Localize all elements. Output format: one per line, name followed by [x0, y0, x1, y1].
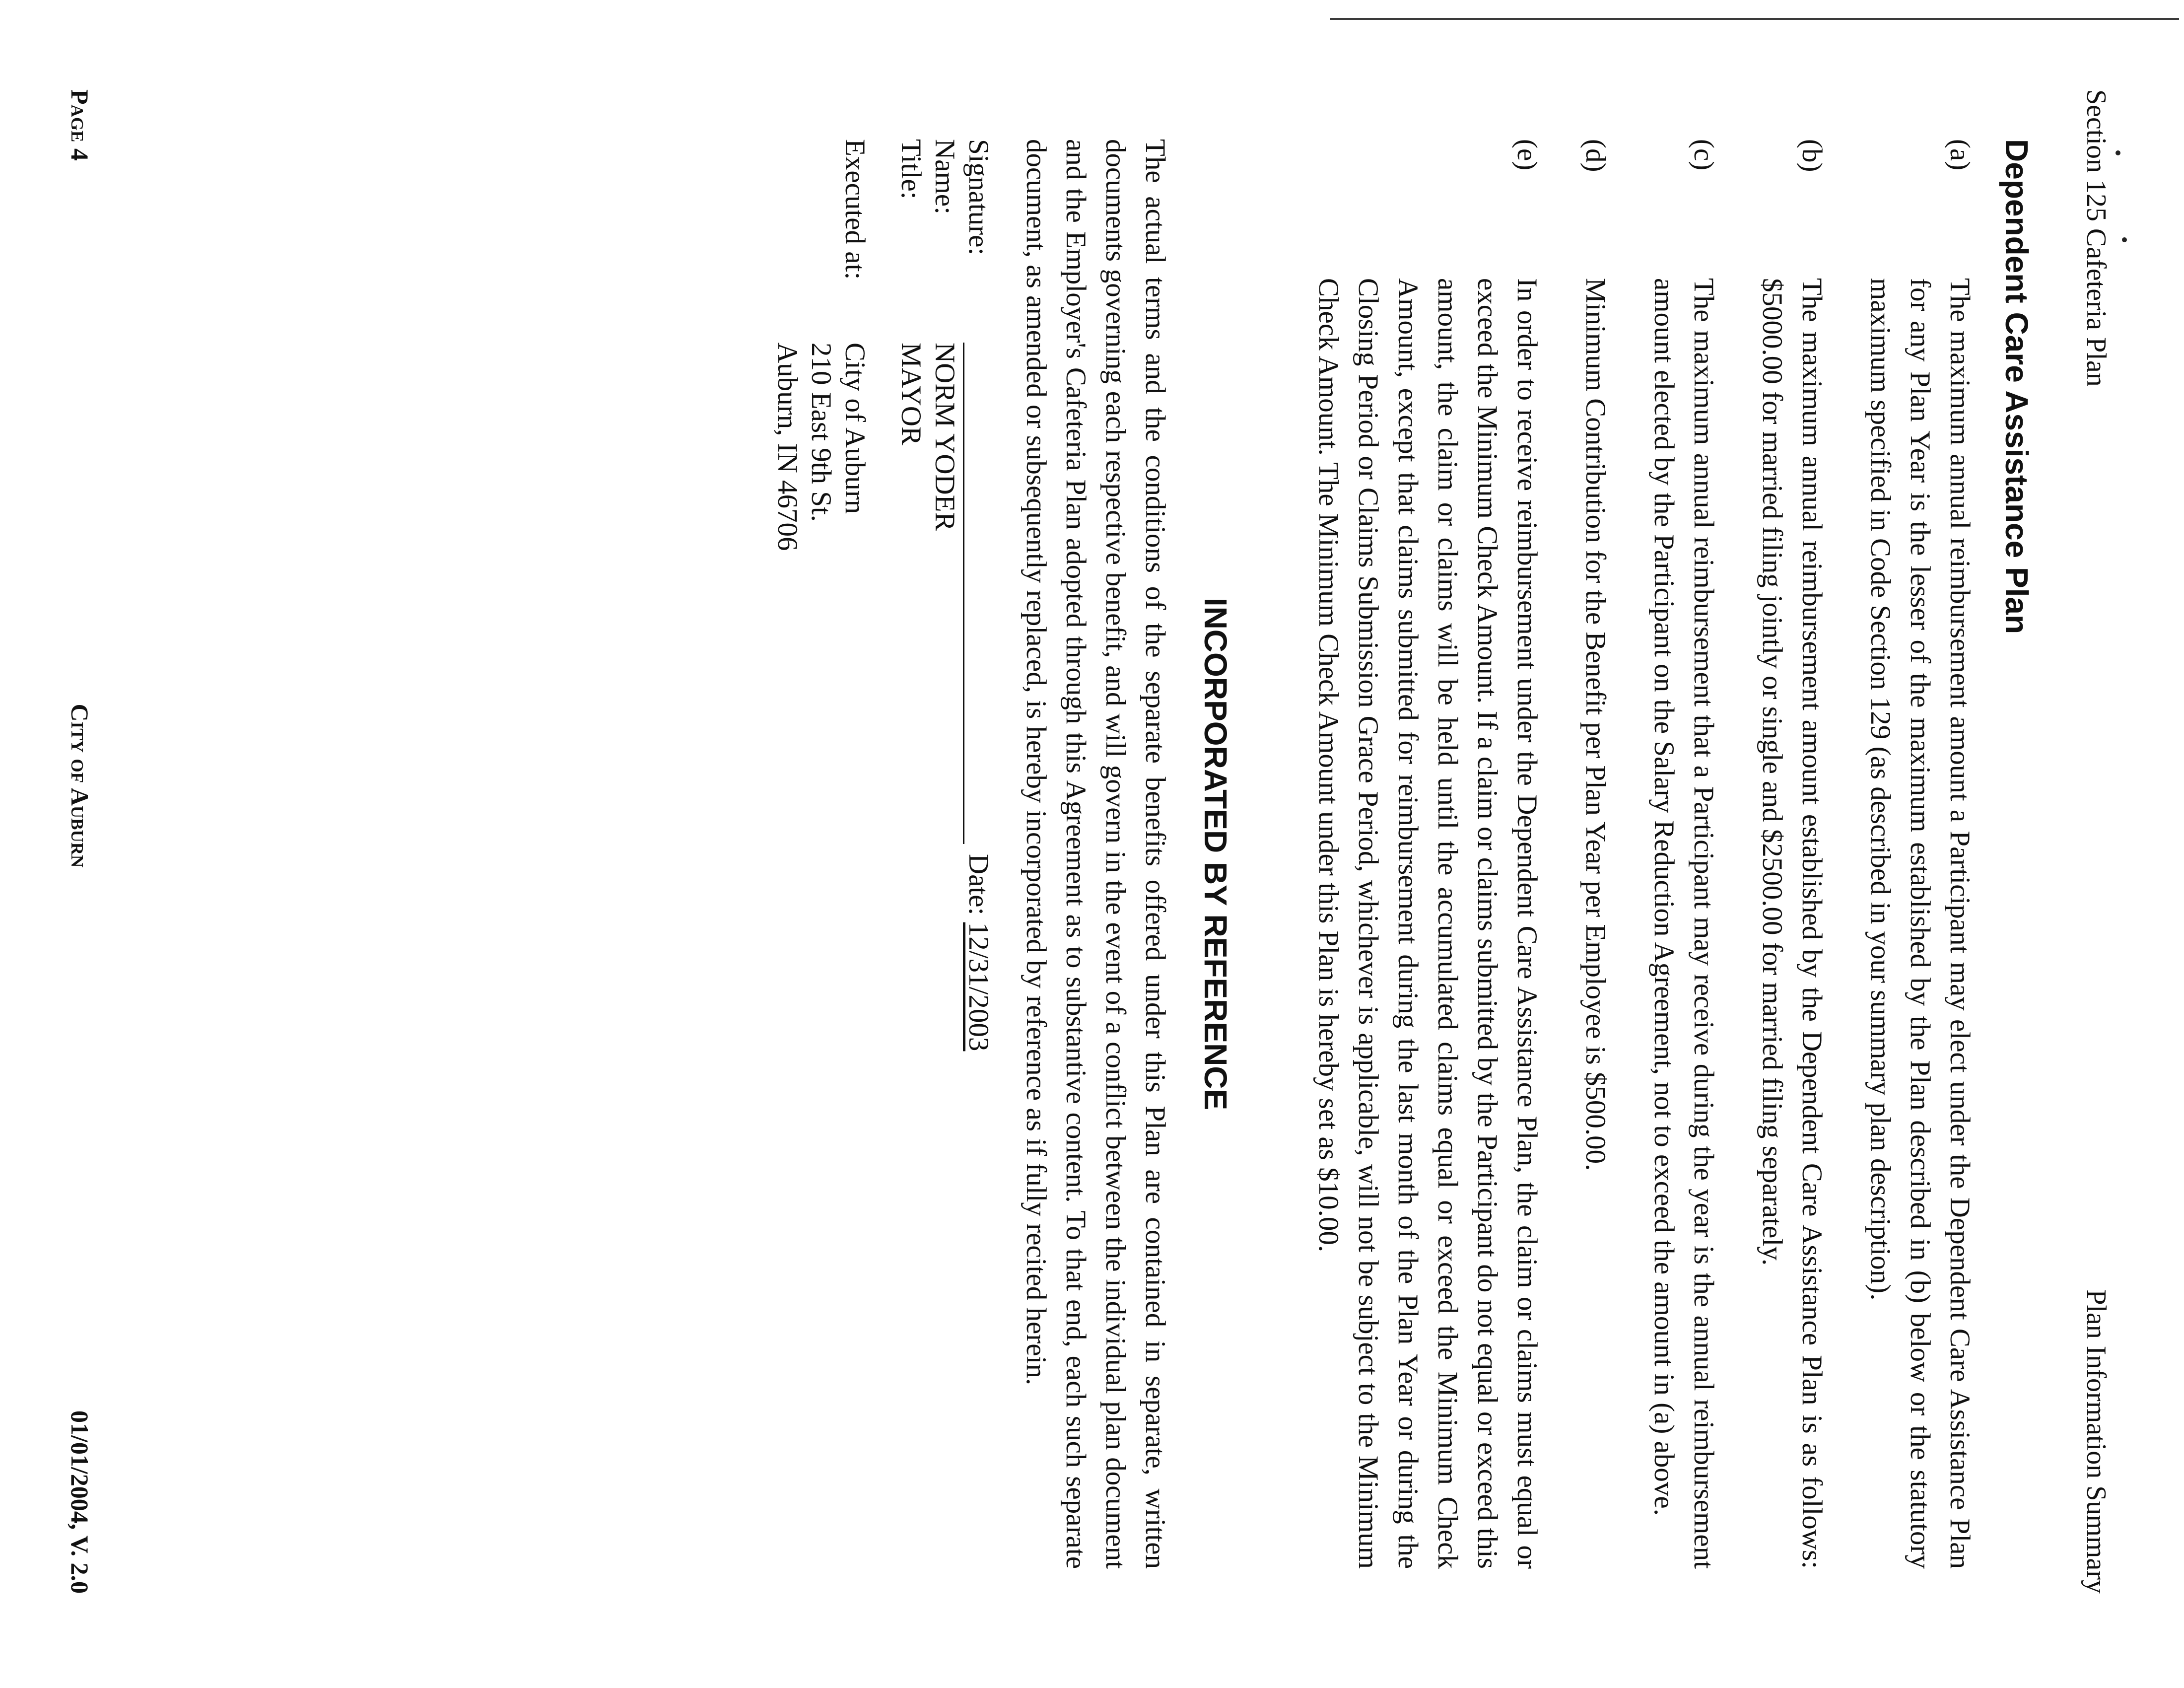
date-label: Date: — [963, 854, 994, 915]
footer-organization: City of Auburn — [66, 703, 94, 868]
executed-label: Executed at: — [839, 139, 871, 280]
provision-item-b — [1752, 139, 1832, 1569]
page-footer — [66, 89, 94, 1594]
signature-block — [772, 139, 995, 1569]
date-field — [961, 854, 995, 1051]
provision-label: (b) — [1796, 139, 1828, 172]
provision-item-c — [1644, 139, 1723, 1569]
name-value: NORM YODER — [929, 343, 960, 531]
title-value: MAYOR — [895, 343, 927, 445]
page-header — [2080, 89, 2112, 1594]
page-content — [772, 139, 2035, 1569]
address-line: Auburn, IN 46706 — [772, 343, 803, 551]
signature-label: Signature: — [963, 139, 994, 256]
section-title: Dependent Care Assistance Plan — [1999, 139, 2035, 634]
provision-item-e — [1308, 139, 1547, 1569]
executed-row — [772, 139, 872, 1569]
provision-text: In order to receive reimbursement under the Dependent Care Assistance Plan, the claim or claims must equal or exceed the Minimum Check Amount. If a claim or claims submitted by the Participant do not equal or exceed this amount, the claim or claims will be held until the accumulated claims equal or exceed the Minimum Check Amount, except that claims submitted for reimbursement during the last month of the Plan Year or during the Closing Period or Claims Submission Grace Period, whichever is applicable, will not be subject to the Minimum Check Amount. The Minimum Check Amount under this Plan is hereby set as $10.00. — [1313, 278, 1543, 1569]
address-line: 210 East 9th St. — [806, 343, 837, 522]
provision-text: The maximum annual reimbursement amount established by the Dependent Care Assistance Plan is as follows: $5000.00 for married filing jointly or single and $2500.00 for married filing separately. — [1757, 278, 1828, 1569]
provision-label: (e) — [1511, 139, 1543, 171]
provision-item-a — [1860, 139, 1979, 1569]
header-right: Plan Information Summary — [2081, 1289, 2112, 1594]
provision-item-d — [1575, 139, 1615, 1569]
name-label: Name: — [929, 139, 960, 214]
footer-version: 01/01/2004, V. 2.0 — [66, 1410, 94, 1594]
provision-label: (d) — [1580, 139, 1611, 172]
provision-text: The maximum annual reimbursement that a Participant may receive during the year is the annual reimbursement amount elected by the Participant on the Salary Reduction Agreement, not to exceed the amount in (a) above. — [1648, 278, 1719, 1569]
date-value: 12/31/2003 — [963, 922, 994, 1052]
provision-list — [1308, 139, 1979, 1569]
signature-row — [961, 139, 995, 1569]
signature-line — [963, 343, 964, 844]
executed-address — [770, 343, 872, 551]
reference-body: The actual terms and the conditions of the separate benefits offered under this Plan are contained in separate, written documents governing each respective benefit, and will govern in the event of a conflict between the individual plan document and the Employer's Cafeteria Plan adopted through this Agreement as to substantive content. To that end, each such separate document, as amended or subsequently replaced, is hereby incorporated by reference as if fully recited herein. — [1021, 139, 1171, 1569]
provision-text: The maximum annual reimbursement amount a Participant may elect under the Dependent Care Assistance Plan for any Plan Year is the lesser of the maximum established by the Plan described in (b) below or the statutory maximum specified in Code Section 129 (as described in your summary plan description). — [1865, 278, 1976, 1569]
header-left: Section 125 Cafeteria Plan — [2081, 89, 2112, 387]
footer-page-number: Page 4 — [66, 89, 94, 161]
name-row — [928, 139, 961, 1569]
title-row — [894, 139, 928, 1569]
address-line: City of Auburn — [839, 343, 871, 514]
reference-title: INCORPORATED BY REFERENCE — [1198, 597, 1233, 1111]
provision-label: (c) — [1688, 139, 1719, 171]
provision-text: Minimum Contribution for the Benefit per Plan Year per Employee is $500.00. — [1580, 278, 1611, 1171]
title-label: Title: — [895, 139, 927, 200]
provision-label: (a) — [1944, 139, 1976, 171]
